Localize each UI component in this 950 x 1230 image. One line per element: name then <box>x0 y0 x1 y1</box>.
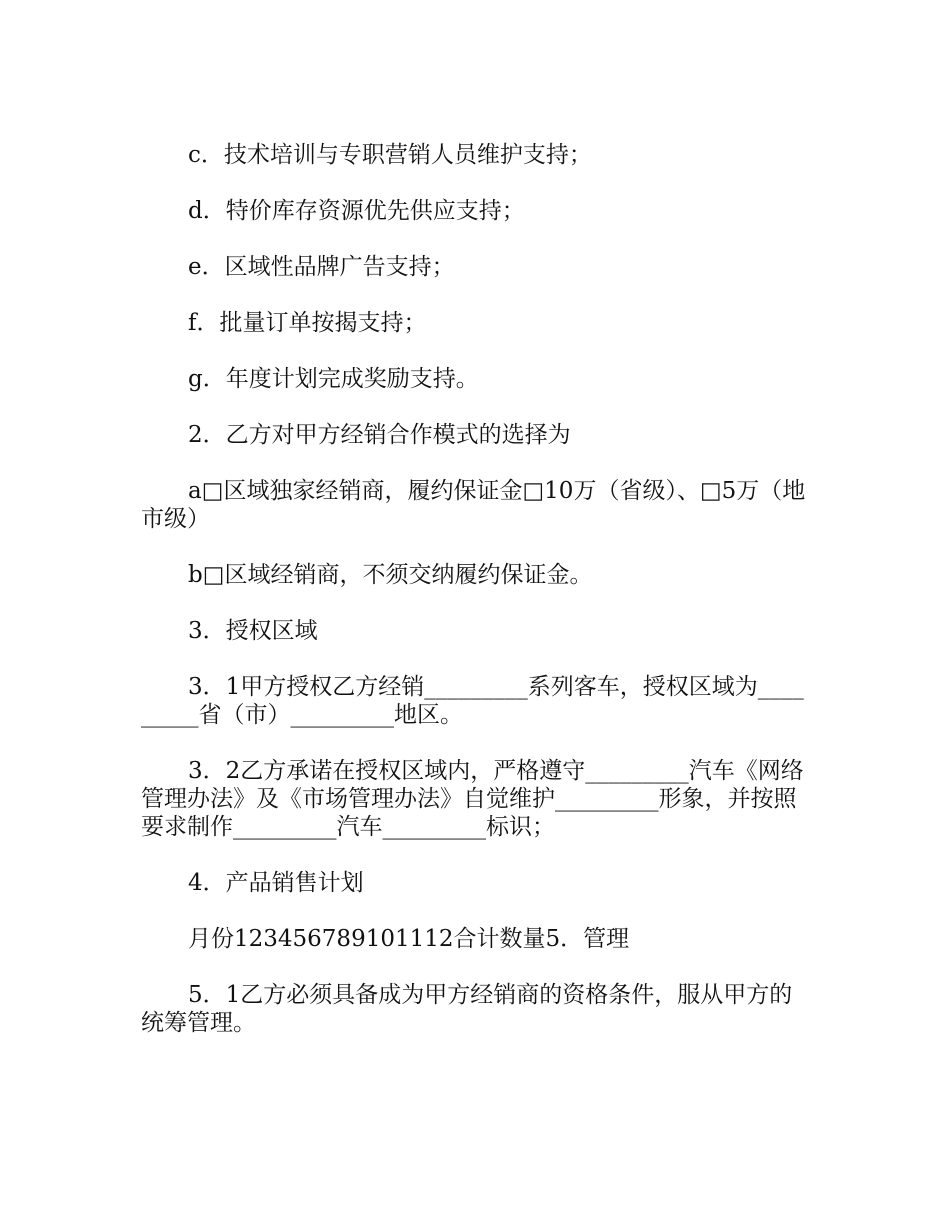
section-2-heading: 2．乙方对甲方经销合作模式的选择为 <box>188 422 571 448</box>
support-item-d: d．特价库存资源优先供应支持； <box>188 198 525 224</box>
section-3-heading: 3．授权区域 <box>188 618 318 644</box>
clause-3-1: 3．1甲方授权乙方经销_________系列客车，授权区域为_________省（市）_________地区。 <box>141 674 804 728</box>
section-4-heading: 4．产品销售计划 <box>188 870 364 896</box>
support-item-c: c．技术培训与专职营销人员维护支持； <box>188 142 592 168</box>
sales-plan-row: 月份123456789101112合计数量5．管理 <box>188 926 630 952</box>
support-item-f: f．批量订单按揭支持； <box>188 310 427 336</box>
clause-5-1: 5．1乙方必须具备成为甲方经销商的资格条件，服从甲方的统筹管理。 <box>141 982 793 1036</box>
support-item-g: g．年度计划完成奖励支持。 <box>188 366 479 392</box>
support-item-e: e．区域性品牌广告支持； <box>188 254 455 280</box>
option-b-paragraph: b□区域经销商，不须交纳履约保证金。 <box>188 562 593 588</box>
document-body <box>141 141 809 1065</box>
clause-3-2: 3．2乙方承诺在授权区域内，严格遵守_________汽车《网络管理办法》及《市场管理办法》自觉维护_________形象，并按照要求制作_________汽车_________标识； <box>141 758 804 840</box>
option-a-paragraph: a□区域独家经销商，履约保证金□10万（省级）、□5万（地市级） <box>141 478 806 532</box>
